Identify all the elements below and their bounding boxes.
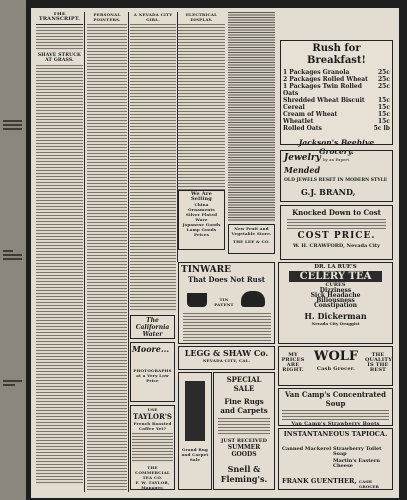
special-sale-ad: SPECIAL SALE Fine Rugs and Carpets JUST RECEIVED SUMMER GOODS Snell & Fleming's. — [213, 372, 275, 490]
column-4 — [178, 12, 225, 192]
breakfast-item-label: 2 Packages Rolled Wheat — [283, 76, 368, 83]
breakfast-item-price: 5c lb — [373, 125, 390, 132]
breakfast-title: Rush for Breakfast! — [307, 43, 366, 66]
column-3 — [130, 12, 176, 312]
adjacent-page-edge — [0, 0, 26, 500]
celery-tea-ad: DR. LA RUE'S CELERY TEA CURES Dizziness Sick Headache Biliousness Constipation H. Dickerman Nevada City Druggist — [278, 262, 393, 344]
breakfast-item-label: Cream of Wheat — [283, 111, 338, 118]
column-3-headline: A NEVADA CITY GIRL. — [133, 12, 173, 22]
beehive-grocery: Jackson's Beehive Grocery. — [298, 138, 375, 156]
breakfast-item-price: 15c — [377, 104, 390, 111]
column-1 — [36, 12, 83, 492]
jewelry-ad: Jewelry Mended by an Expert. OLD JEWELS RESET IN MODERN STYLE G.J. BRAND, — [280, 150, 393, 202]
tinware-ad: TINWARE That Does Not Rust TIN PATENT — [178, 262, 275, 344]
china-ad: We Are Selling China Ornaments Silver Plated Ware Japanese Goods Lamp Goods Prices — [178, 190, 225, 250]
breakfast-item — [283, 111, 390, 118]
wolf-ad: MY PRICES ARE RIGHT. WOLF Cash Grocer. THE QUALITY IS THE BEST — [278, 346, 393, 386]
breakfast-item-price: 15c — [377, 97, 390, 104]
moore-ad: Moore... PHOTOGRAPHS at a Very Low Price — [130, 342, 175, 402]
california-water-ad: The California Water — [130, 315, 175, 339]
legg-shaw-ad: LEGG & SHAW Co. NEVADA CITY, CAL. — [178, 346, 275, 370]
masthead: THE TRANSCRIPT. — [38, 12, 81, 22]
grand-rug-sale: Grand Rug and Carpet Sale — [178, 372, 212, 490]
column-5 — [228, 12, 275, 222]
pail-icon — [187, 293, 207, 307]
column-4-headline: ELECTRICAL DISPLAY. — [185, 12, 218, 22]
breakfast-item — [283, 76, 390, 83]
breakfast-item-price: 15c — [377, 118, 390, 125]
breakfast-item-label: 1 Packages Twin Rolled Oats — [283, 83, 362, 97]
breakfast-item — [283, 104, 390, 111]
crawford-ad: Knocked Down to Cost COST PRICE. W. H. CRAWFORD, Nevada City — [280, 205, 393, 260]
taylor-coffee-ad: USE TAYLOR'S French Roasted Coffee Yet? THE COMMERCIAL TEA CO. F. W. TAYLOR, Manager. — [130, 405, 175, 490]
breakfast-item-label: Wheatlet — [283, 118, 314, 125]
breakfast-item-label: Rolled Oats — [283, 125, 322, 132]
breakfast-item — [283, 125, 390, 132]
vancamp-ad: Van Camp's Concentrated Soup Van Camp's Strawberry Boots — [278, 388, 393, 426]
breakfast-item — [283, 69, 390, 76]
breakfast-item — [283, 118, 390, 125]
breakfast-item-label: Shredded Wheat Biscuit — [283, 97, 365, 104]
breakfast-item — [283, 83, 390, 97]
breakfast-item-price: 25c — [377, 83, 390, 90]
breakfast-item-price: 15c — [377, 111, 390, 118]
breakfast-item-label: 1 Packages Granola — [283, 69, 350, 76]
breakfast-ad — [280, 40, 393, 156]
breakfast-item-price: 25c — [377, 69, 390, 76]
breakfast-item — [283, 97, 390, 104]
column-2 — [87, 12, 127, 492]
breakfast-item-label: Cereal — [283, 104, 305, 111]
kettle-icon — [241, 291, 265, 307]
fruit-ad: New Fruit and Vegetable Store. THE LEE & CO. — [228, 224, 275, 254]
column-2-headline: PERSONAL POINTERS. — [93, 12, 121, 22]
column-1-headline: SHAVE STRUCK AT GRASS. — [37, 53, 82, 63]
breakfast-item-price: 25c — [377, 76, 390, 83]
guenther-ad: INSTANTANEOUS TAPIOCA. Canned Mackerel Strawberry Toilet Soap Martin's Eastern Cheese FRANK GUENTHER, CASH GROCER — [278, 428, 393, 490]
